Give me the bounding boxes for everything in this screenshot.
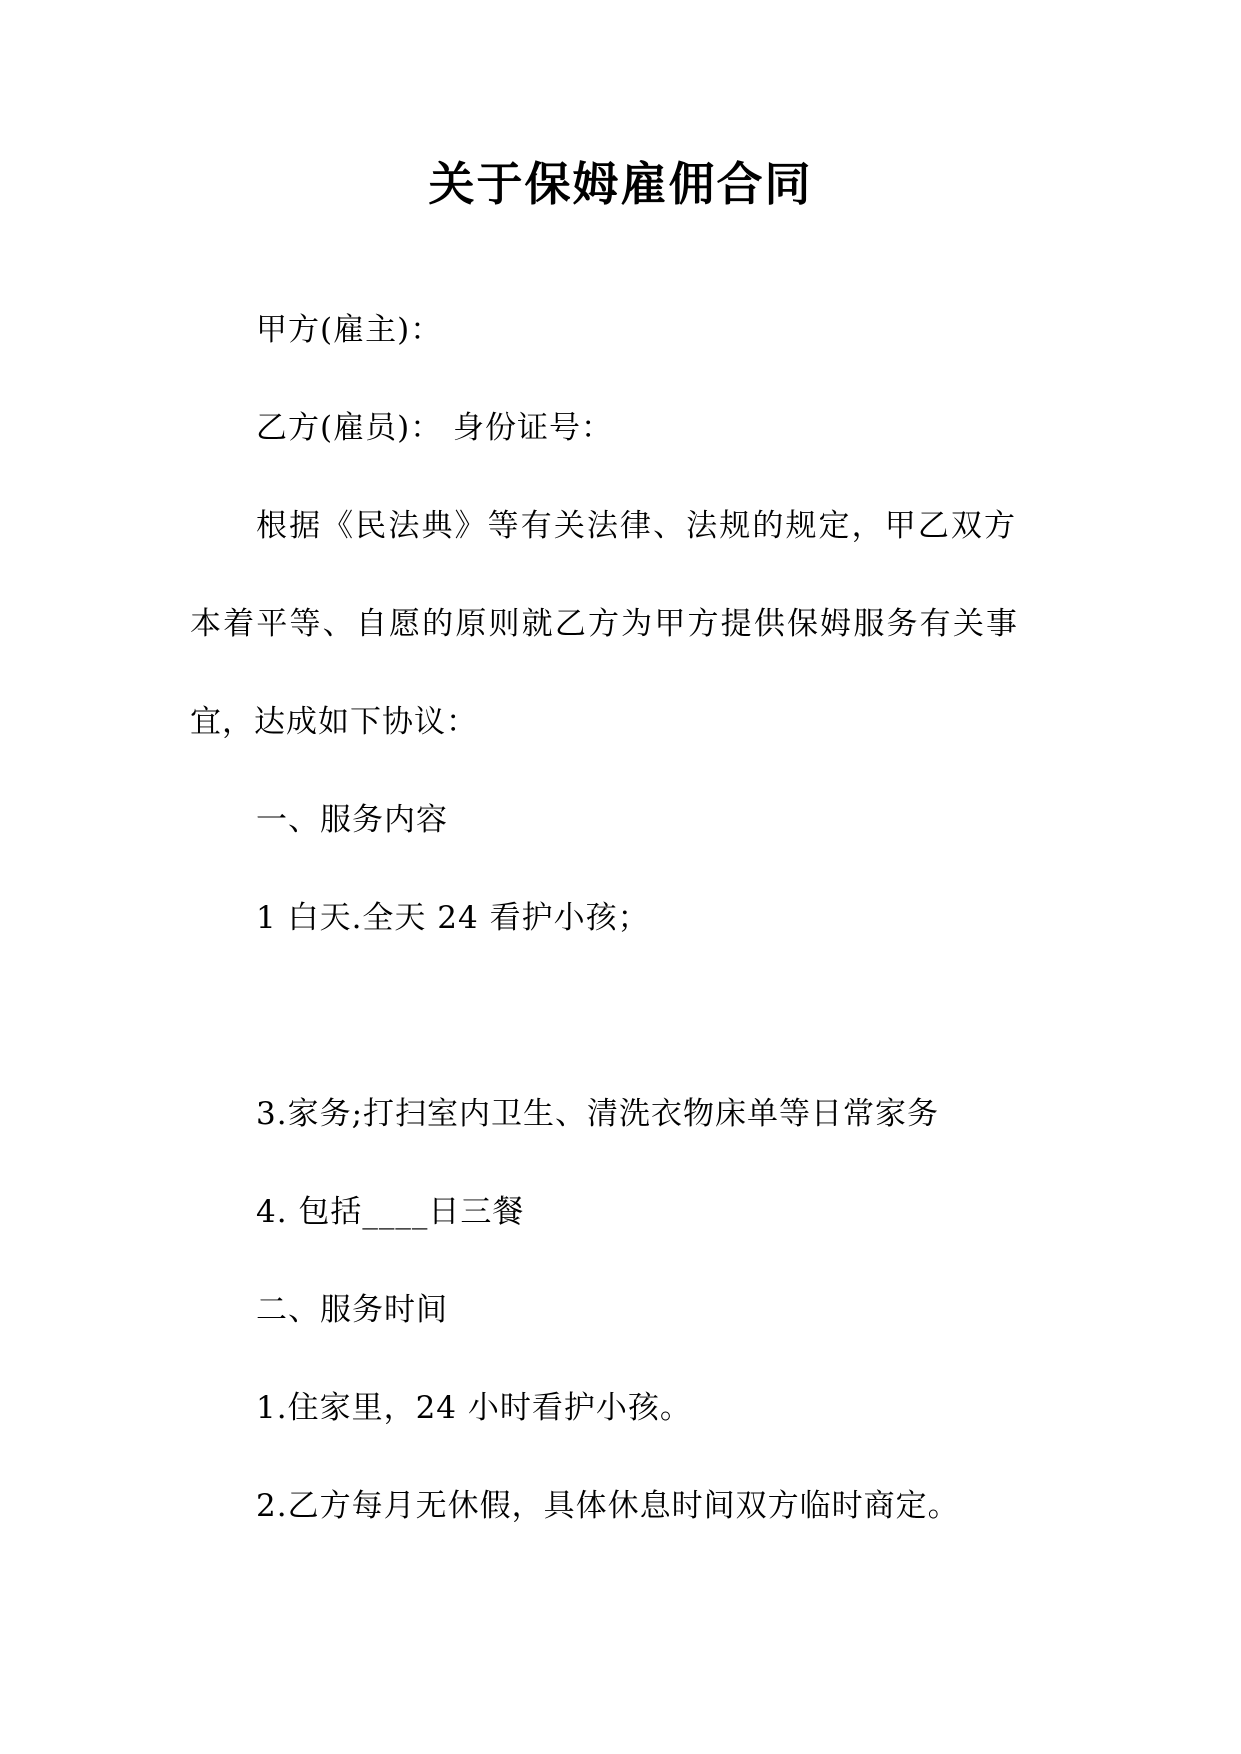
- service-item-4: 4. 包括____日三餐: [256, 1194, 525, 1230]
- time-item-1: 1.住家里，24 小时看护小孩。: [256, 1390, 692, 1426]
- preamble-line-1: 根据《民法典》等有关法律、法规的规定，甲乙双方: [256, 508, 1016, 544]
- preamble-line-2: 本着平等、自愿的原则就乙方为甲方提供保姆服务有关事: [190, 606, 1018, 642]
- document-title: 关于保姆雇佣合同: [428, 157, 813, 211]
- service-item-3: 3.家务;打扫室内卫生、清洗衣物床单等日常家务: [256, 1096, 940, 1132]
- section-heading-service-time: 二、服务时间: [256, 1292, 448, 1328]
- party-b-line: 乙方(雇员)： 身份证号：: [256, 410, 614, 446]
- time-item-2: 2.乙方每月无休假，具体休息时间双方临时商定。: [256, 1488, 960, 1524]
- party-a-line: 甲方(雇主)：: [256, 312, 443, 348]
- section-heading-service-content: 一、服务内容: [256, 802, 448, 838]
- preamble-line-3: 宜，达成如下协议：: [190, 704, 478, 740]
- service-item-1: 1 白天.全天 24 看护小孩；: [256, 900, 650, 936]
